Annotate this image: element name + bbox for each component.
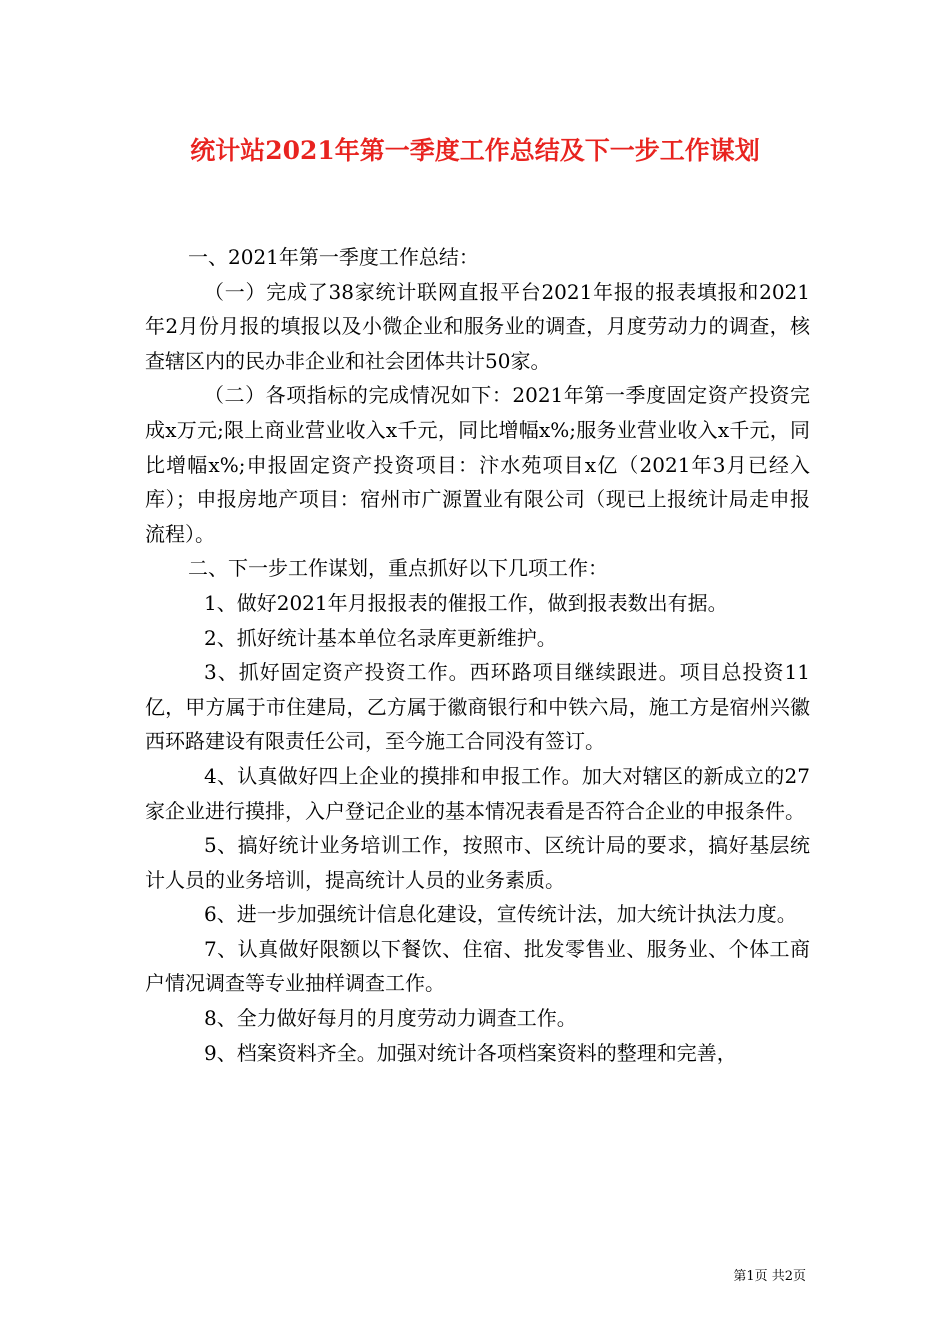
paragraph-task-9: 9、档案资料齐全。加强对统计各项档案资料的整理和完善，	[204, 1040, 737, 1065]
paragraph-task-2: 2、抓好统计基本单位名录库更新维护。	[204, 625, 557, 650]
paragraph-section-2-heading: 二、下一步工作谋划，重点抓好以下几项工作：	[188, 556, 608, 581]
paragraph-task-7: 7、认真做好限额以下餐饮、住宿、批发零售业、服务业、个体工商户情况调查等专业抽样调查工作。	[145, 936, 810, 996]
paragraph-item-1: （一）完成了38家统计联网直报平台2021年报的报表填报和2021年2月份月报的填报以及小微企业和服务业的调查，月度劳动力的调查，核查辖区内的民办非企业和社会团体共计50家。	[145, 279, 810, 373]
paragraph-task-5: 5、搞好统计业务培训工作，按照市、区统计局的要求，搞好基层统计人员的业务培训，提高统计人员的业务素质。	[145, 833, 810, 892]
paragraph-task-1: 1、做好2021年月报报表的催报工作，做到报表数出有据。	[204, 590, 728, 615]
page-number-footer: 第1页 共2页	[733, 1269, 806, 1284]
paragraph-task-4: 4、认真做好四上企业的摸排和申报工作。加大对辖区的新成立的27家企业进行摸排，入户登记企业的基本情况表看是否符合企业的申报条件。	[145, 763, 810, 823]
document-body	[145, 240, 810, 1070]
paragraph-task-3: 3、抓好固定资产投资工作。西环路项目继续跟进。项目总投资11亿，甲方属于市住建局，乙方属于徽商银行和中铁六局，施工方是宿州兴徽西环路建设有限责任公司，至今施工合同没有签订。	[145, 660, 810, 754]
paragraph-section-1-heading: 一、2021年第一季度工作总结：	[188, 245, 479, 269]
paragraph-task-8: 8、全力做好每月的月度劳动力调查工作。	[204, 1006, 577, 1031]
paragraph-task-6: 6、进一步加强统计信息化建设，宣传统计法，加大统计执法力度。	[204, 902, 797, 927]
document-title: 统计站2021年第一季度工作总结及下一步工作谋划	[190, 136, 760, 165]
paragraph-item-2: （二）各项指标的完成情况如下：2021年第一季度固定资产投资完成x万元;限上商业营业收入x千元，同比增幅x%;服务业营业收入x千元，同比增幅x%;申报固定资产投资项目：汴水苑项目x亿（2021年3月已经入库）；申报房地产项目：宿州市广源置业有限公司（现已上报统计局走申报流程）。	[145, 383, 810, 546]
